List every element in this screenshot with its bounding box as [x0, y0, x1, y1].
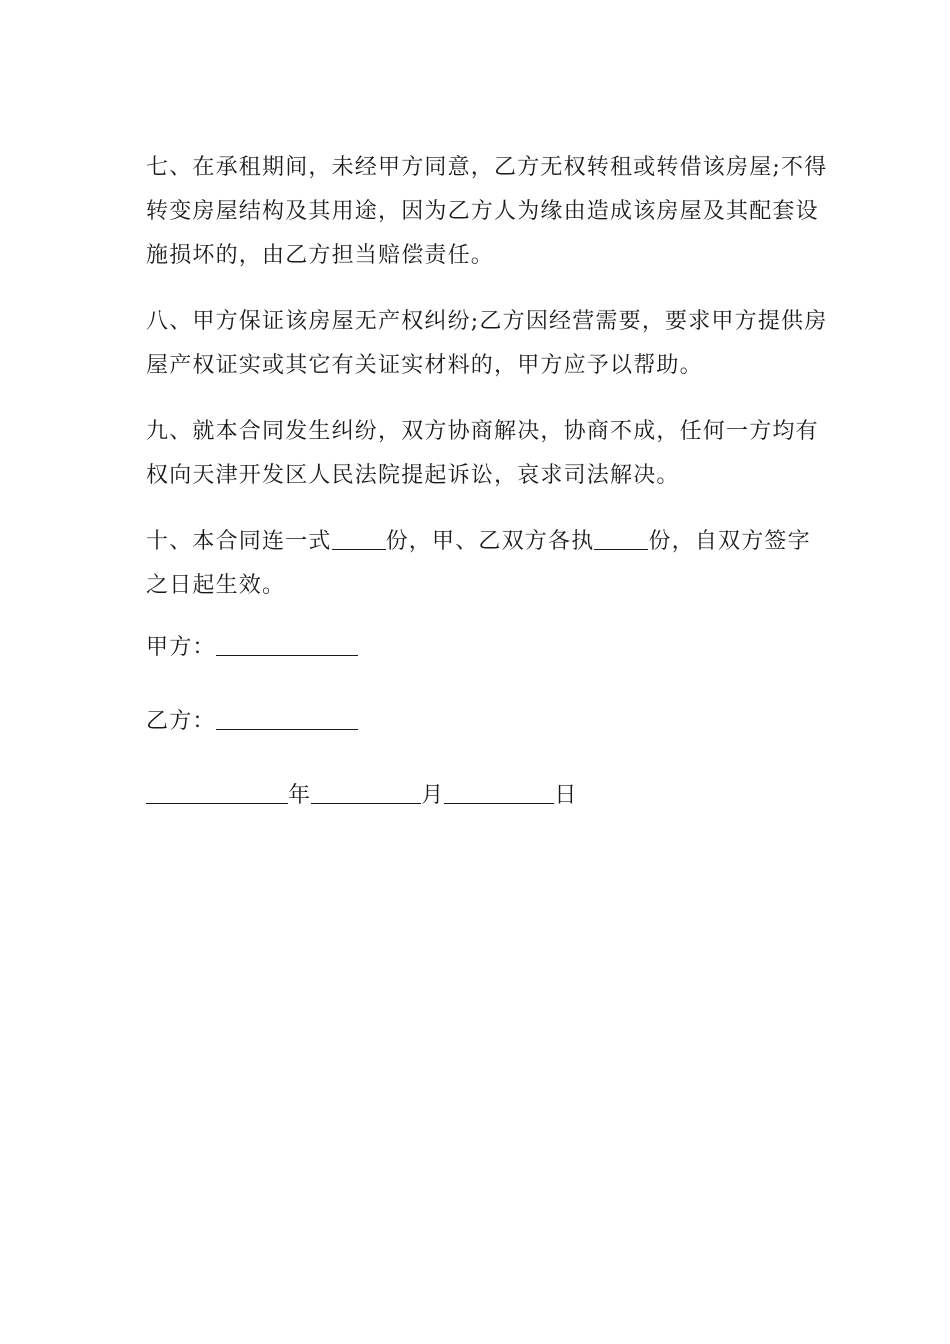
party-a-label: 甲方： — [146, 635, 216, 660]
party-a-line — [146, 626, 814, 670]
clause-ten-text-a: 十、本合同连一式 — [146, 529, 332, 554]
clause-nine — [146, 410, 819, 498]
month-blank[interactable] — [311, 781, 421, 804]
day-blank[interactable] — [444, 781, 554, 804]
copies-each-blank[interactable] — [594, 527, 648, 550]
clause-nine-line-2: 权向天津开发区人民法院提起诉讼，哀求司法解决。 — [146, 463, 680, 488]
clause-ten — [146, 520, 814, 608]
party-b-blank[interactable] — [216, 707, 358, 730]
clause-eight-line-1: 八、甲方保证该房屋无产权纠纷;乙方因经营需要，要求甲方提供房 — [146, 309, 828, 334]
clause-ten-line-1 — [146, 520, 814, 564]
party-b-label: 乙方： — [146, 709, 216, 734]
party-a-signature — [146, 626, 814, 670]
party-a-blank[interactable] — [216, 633, 358, 656]
clause-ten-line-2: 之日起生效。 — [146, 573, 286, 598]
clause-ten-text-b: 份，甲、乙双方各执 — [385, 529, 595, 554]
year-label: 年 — [288, 783, 312, 808]
date-line — [146, 774, 814, 818]
clause-ten-text-c: 份，自双方签字 — [648, 529, 811, 554]
clause-seven — [146, 146, 828, 278]
year-blank[interactable] — [146, 781, 288, 804]
party-b-signature — [146, 700, 814, 744]
clause-eight — [146, 300, 828, 388]
party-b-line — [146, 700, 814, 744]
month-label: 月 — [421, 783, 445, 808]
signing-date — [146, 774, 814, 818]
clause-eight-line-2: 屋产权证实或其它有关证实材料的，甲方应予以帮助。 — [146, 353, 703, 378]
clause-nine-line-1: 九、就本合同发生纠纷，双方协商解决，协商不成，任何一方均有 — [146, 419, 819, 444]
clause-seven-line-2: 转变房屋结构及其用途，因为乙方人为缘由造成该房屋及其配套设 — [146, 199, 819, 224]
copies-total-blank[interactable] — [332, 527, 386, 550]
clause-seven-line-1: 七、在承租期间，未经甲方同意，乙方无权转租或转借该房屋;不得 — [146, 155, 828, 180]
clause-seven-line-3: 施损坏的，由乙方担当赔偿责任。 — [146, 243, 495, 268]
day-label: 日 — [554, 783, 578, 808]
